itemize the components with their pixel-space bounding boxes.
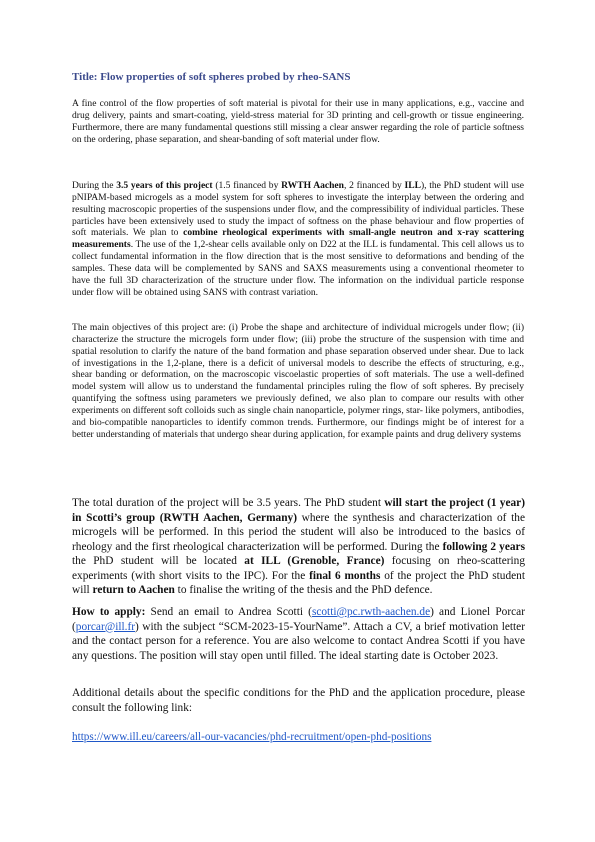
text-run: ), the PhD student will use pNIPAM-based microgels as a model system for soft spheres to investigate the interplay between the ordering and resulting macroscopic properties of the suspensions under flow, and the compressibility of individual particles. These particles have been extensively used to study the impact of softness on the phase behaviour and flow properties of soft materials. We plan to: [72, 180, 525, 239]
bold-combine: combine rheological experiments with small-angle neutron and x-ray scattering measurements: [72, 227, 524, 251]
text-run: where the synthesis and characterization of the microgels will be performed. In this period the student will also be introduced to the basics of rheology and the first rheological characterization will be performed. During the: [72, 511, 525, 553]
intro-paragraph: A fine control of the flow properties of soft material is pivotal for their use in many applications, e.g., vaccine and drug delivery, paints and smart-coating, yield-stress material for 3D printing and cell-growth or tissue engineering. Furthermore, there are many fundamental questions still missing a clear answer regarding the role of particle softness on the ordering, phase separation, and shear-banding of soft material under flow.: [72, 98, 524, 145]
bold-final: final 6 months: [309, 569, 381, 582]
how-to-apply-label: How to apply:: [72, 606, 146, 618]
bold-return: return to Aachen: [92, 584, 175, 596]
bold-rwth: RWTH Aachen: [281, 180, 344, 191]
text-run: ) with the subject “SCM-2023-15-YourName”. Attach a CV, a brief motivation letter and the contact person for a reference. You are also welcome to contact Andrea Scotti if you have any questions. The position will stay open until filled. The ideal starting date is October 2023.: [72, 620, 525, 662]
bold-ill: ILL: [404, 180, 421, 191]
bold-following: following 2 years: [442, 540, 526, 553]
text-run: , 2 financed by: [343, 180, 405, 191]
phd-positions-link[interactable]: https://www.ill.eu/careers/all-our-vacancies/phd-recruitment/open-phd-positions: [72, 731, 432, 743]
objectives-paragraph: The main objectives of this project are: (i) Probe the shape and architecture of individual microgels under flow; (ii) characterize the structure the microgels form under flow; (iii) probe the structure of the suspension with time and spatial resolution to clarify the nature of the band formation and phase separation observed under shear. Due to lack of investigations in the 1,2-plane, there is a deficit of universal models to describe the effects of structuring, e.g., shear banding or deformation, on the macroscopic viscoelastic properties of soft materials. The use a well-defined model system will allow us to understand the fundamental principles ruling the flow of soft spheres. By precisely quantifying the softness using parameters we previously defined, we also plan to compare our results with other experiments on different soft colloids such as single chain nanoparticle, polymer rings, star- like polymers, antibodies, and bio-compatible nanoparticles to identify common trends. Furthermore, our findings might be of interest for a better understanding of materials that undergo shear during application, for example paints and drug delivery systems: [72, 322, 524, 440]
bold-duration: 3.5 years of this project: [116, 180, 213, 191]
text-run: the PhD student will be located: [72, 555, 245, 567]
project-paragraph: [72, 180, 524, 298]
duration-paragraph: [72, 496, 525, 598]
bold-start: will start the project (1 year) in Scotti’s group (RWTH Aachen, Germany): [72, 497, 525, 524]
text-run: focusing on rheo-scattering experiments (with short visits to the IPC). For the: [72, 555, 526, 582]
text-run: ) and Lionel Porcar (: [72, 606, 525, 633]
page-title: Title: Flow properties of soft spheres probed by rheo-SANS: [72, 71, 351, 83]
email-link-porcar[interactable]: porcar@ill.fr: [75, 620, 136, 633]
text-run: to finalise the writing of the thesis and the PhD defence.: [174, 584, 433, 596]
text-run: During the: [72, 180, 117, 191]
link-line: [72, 730, 431, 744]
text-run: Send an email to Andrea Scotti (: [145, 606, 312, 618]
details-paragraph: Additional details about the specific conditions for the PhD and the application procedure, please consult the following link:: [72, 687, 525, 714]
apply-paragraph: [72, 605, 525, 663]
text-run: The total duration of the project will be 3.5 years. The PhD student: [72, 497, 385, 509]
email-link-scotti[interactable]: scotti@pc.rwth-aachen.de: [311, 606, 431, 618]
bold-ill-location: at ILL (Grenoble, France): [244, 555, 385, 567]
text-run: . The use of the 1,2-shear cells available only on D22 at the ILL is fundamental. This cell allows us to collect fundamental information in the flow direction that is the most sensitive to deformations and bending of the samples. These data will be complemented by SANS and SAXS measurements using a conventional rheometer to have the full 3D characterization of the structure under flow. The information on the individual particle response under flow will be obtained using SANS with contrast variation.: [72, 239, 524, 298]
text-run: of the project the PhD student will: [72, 569, 525, 596]
text-run: (1.5 financed by: [212, 180, 282, 191]
